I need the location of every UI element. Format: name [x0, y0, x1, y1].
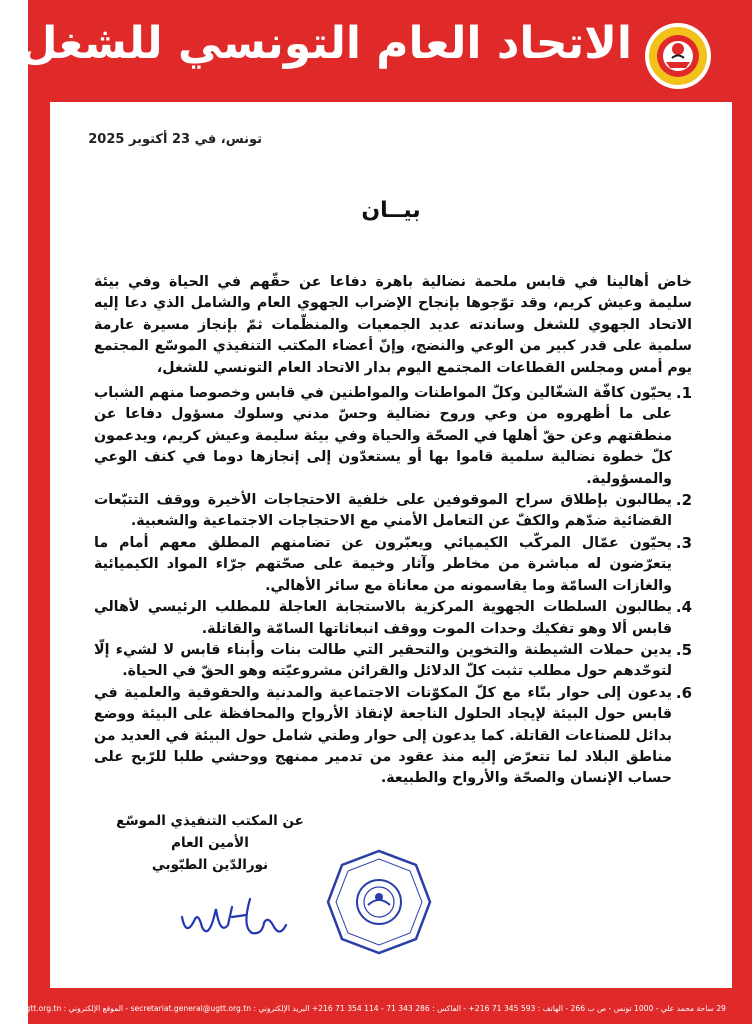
letterhead-header	[19, 0, 752, 102]
document-body	[50, 102, 732, 988]
intro-paragraph: خاض أهالينا في قابس ملحمة نضالية باهرة دفاعا عن حقّهم في الحياة وفي بيئة سليمة وعيش كريم، وقد توّجوها بإنجاح الإضراب الجهوي العام والشامل الذي دعا إليه الاتحاد الجهوي للشغل وساندته عديد الجمعيات والمنظّمات ثمّ بإنجاز مسيرة عارمة سلمية على قدر كبير من الوعي والنضج، وإنّ أعضاء المكتب التنفيذي الموسّع المجتمع يوم أمس ومجلس القطاعات المجتمع اليوم بدار الاتحاد العام التونسي للشغل،	[94, 274, 692, 376]
demands-list	[94, 383, 692, 790]
handwritten-signature	[172, 887, 302, 947]
list-item: 4. يطالبون السلطات الجهوية المركزية بالاستجابة العاجلة للمطلب الرئيسي لأهالي قابس ألا وهو تفكيك وحدات الموت ووقف انبعاثاتها السامّة والقاتلة.	[94, 598, 692, 637]
signature-office: عن المكتب التنفيذي الموسّع	[116, 813, 304, 829]
signature-block	[100, 810, 320, 876]
statement-text	[94, 272, 692, 790]
document-title: بيــان	[361, 198, 421, 223]
ugtt-logo-icon	[644, 22, 712, 90]
footer-bar	[0, 988, 752, 1024]
frame-left-border	[28, 0, 50, 1024]
list-item: 6. يدعون إلى حوار بنّاء مع كلّ المكوّنات الاجتماعية والمدنية والحقوقية والعلمية في قابس حول البيئة لإيجاد الحلول الناجعة لإنقاذ الأرواح والمحافظة على البيئة ووضع بدائل للصناعات القاتلة. كما يدعون إلى حوار وطني شامل حول البيئة في العديد من مناطق البلاد لما تتعرّض إليه منذ عقود من تدمير ممنهج ووحشي طلبا للرّبح على حساب الإنسان والصحّة والأرواح والطبيعة.	[94, 683, 692, 787]
signature-name: نورالدّين الطبّوبي	[151, 857, 269, 873]
official-stamp	[324, 847, 434, 957]
list-item: 2. يطالبون بإطلاق سراح الموقوفين على خلفية الاحتجاجات الأخيرة ووقف التتبّعات القضائية ضدّهم والكفّ عن التعامل الأمني مع الاحتجاجات الاجتماعية والشعبية.	[94, 491, 692, 530]
footer-contact-text: 29 ساحة محمد علي - 1000 تونس - ص ب 266 - الهاتف : 593 345 71 216+ - الفاكس : 286 343 71 - 114 354 71 216+ البريد الإلكتروني : secretariat.general@ugtt.org.tn - الموقع الإلكتروني : www.ugtt.org.tn	[0, 1004, 726, 1013]
list-item: 3. يحيّون عمّال المركّب الكيميائي ويعبّرون عن تضامنهم المطلق معهم أمام ما يتعرّضون له مباشرة من مخاطر وآثار وخيمة على صحّتهم جرّاء المواد الكيميائية والغازات السامّة وما يقاسمونه من معاناة مع سائر الأهالي.	[94, 533, 692, 594]
organization-name: الاتحاد العام التونسي للشغل	[19, 18, 632, 69]
list-item: 5. يدين حملات الشيطنة والتخوين والتحقير التي طالت بنات وأبناء قابس لا لشيء إلّا لتوحّدهم حول مطلب تثبت كلّ الدلائل والقرائن مشروعيّته وهو الحقّ في الحياة.	[94, 640, 692, 680]
frame-right-border	[732, 0, 752, 1024]
list-item: 1. يحيّون كافّة الشغّالين وكلّ المواطنات والمواطنين في قابس وخصوصا منهم الشباب على ما أظهروه من وعي وروح نضالية وحسّ مدني وسلوك مسؤول دفاعا عن منطقتهم وعن حقّ أهلها في الصحّة والحياة وفي بيئة سليمة وعيش كريم، ويدعمون كلّ خطوة نضالية سلمية قاموا بها أو يستعدّون إلى إنجازها دوما في كنف الوعي والمسؤولية.	[94, 384, 692, 487]
signature-role: الأمين العام	[171, 835, 249, 851]
document-date: تونس، في 23 أكتوبر 2025	[88, 132, 262, 147]
